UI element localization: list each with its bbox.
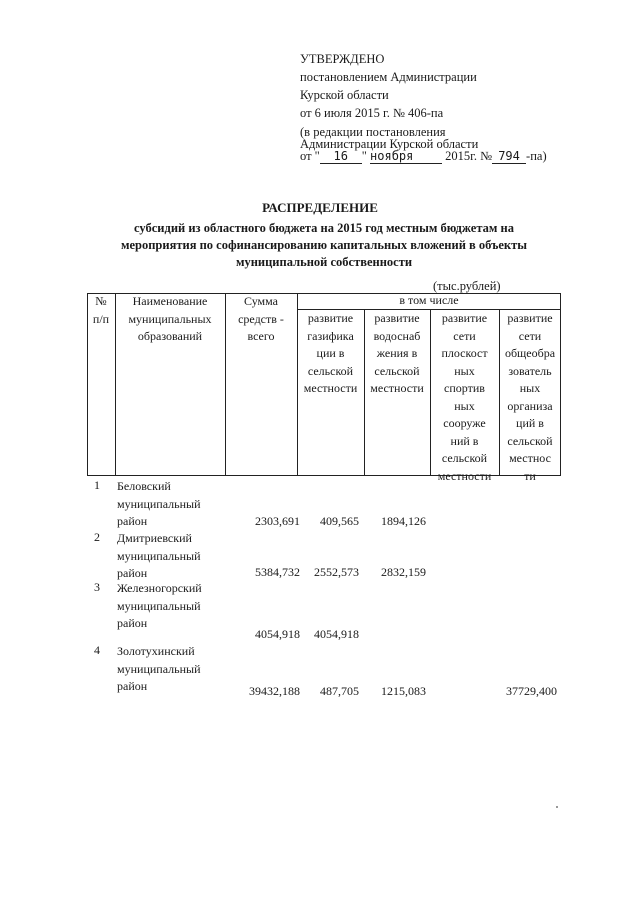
approval-line: (в редакции постановления: [300, 125, 446, 139]
date-number: 794: [492, 150, 526, 164]
table-header: [87, 293, 561, 483]
table-row: [87, 580, 561, 644]
header-sport: развитие сети плоскост ных спортив ных сооруже ний в сельской местности: [437, 311, 492, 483]
row-total: 4054,918: [255, 627, 300, 641]
document-heading: РАСПРЕДЕЛЕНИЕ: [262, 200, 378, 215]
table-row: [87, 643, 561, 703]
date-year: 2015г. №: [445, 149, 493, 163]
date-quote: ": [361, 149, 367, 163]
header-num: № п/п: [92, 294, 110, 326]
row-total: 2303,691: [255, 514, 300, 528]
header-group: в том числе: [399, 293, 459, 307]
row-name: Железногорский муниципальный район: [117, 581, 202, 630]
approval-line: Администрации Курской области: [300, 137, 479, 151]
row-name: Беловский муниципальный район: [117, 479, 201, 528]
date-suffix: -па): [526, 149, 547, 163]
row-water: 1215,083: [381, 684, 426, 698]
approval-block: [300, 50, 547, 164]
approval-date-line: [300, 150, 547, 164]
row-total: 5384,732: [255, 565, 300, 579]
row-gas: 409,565: [320, 514, 359, 528]
approval-line: постановлением Администрации: [300, 70, 477, 84]
approval-title: УТВЕРЖДЕНО: [300, 52, 385, 66]
approval-line: от 6 июля 2015 г. № 406-па: [300, 106, 444, 120]
header-name: Наименование муниципальных образований: [128, 294, 212, 343]
row-num: 3: [94, 580, 100, 594]
date-prefix: от ": [300, 149, 320, 163]
date-month: ноября: [370, 150, 442, 164]
row-total: 39432,188: [249, 684, 300, 698]
row-water: 2832,159: [381, 565, 426, 579]
row-water: 1894,126: [381, 514, 426, 528]
date-day: 16: [320, 150, 362, 164]
header-school: развитие сети общеобра зователь ных организа ций в сельской местнос ти: [504, 311, 556, 483]
row-gas: 2552,573: [314, 565, 359, 579]
row-num: 1: [94, 478, 100, 492]
row-gas: 487,705: [320, 684, 359, 698]
scan-speck: [556, 806, 558, 808]
row-num: 2: [94, 530, 100, 544]
table-row: [87, 478, 561, 532]
header-gas: развитие газифика ции в сельской местности: [303, 311, 358, 395]
header-total: Сумма средств - всего: [238, 294, 284, 343]
document-subheading: субсидий из областного бюджета на 2015 год местным бюджетам на мероприятия по софинансированию капитальных вложений в объекты муниципальной собственности: [120, 221, 528, 269]
row-num: 4: [94, 643, 100, 657]
table-row: [87, 530, 561, 584]
row-name: Золотухинский муниципальный район: [117, 644, 201, 693]
approval-line: Курской области: [300, 88, 389, 102]
row-school: 37729,400: [506, 684, 557, 698]
units-label: (тыс.рублей): [433, 279, 501, 293]
row-name: Дмитриевский муниципальный район: [117, 531, 201, 580]
row-gas: 4054,918: [314, 627, 359, 641]
header-water: развитие водоснаб жения в сельской местности: [370, 311, 424, 395]
